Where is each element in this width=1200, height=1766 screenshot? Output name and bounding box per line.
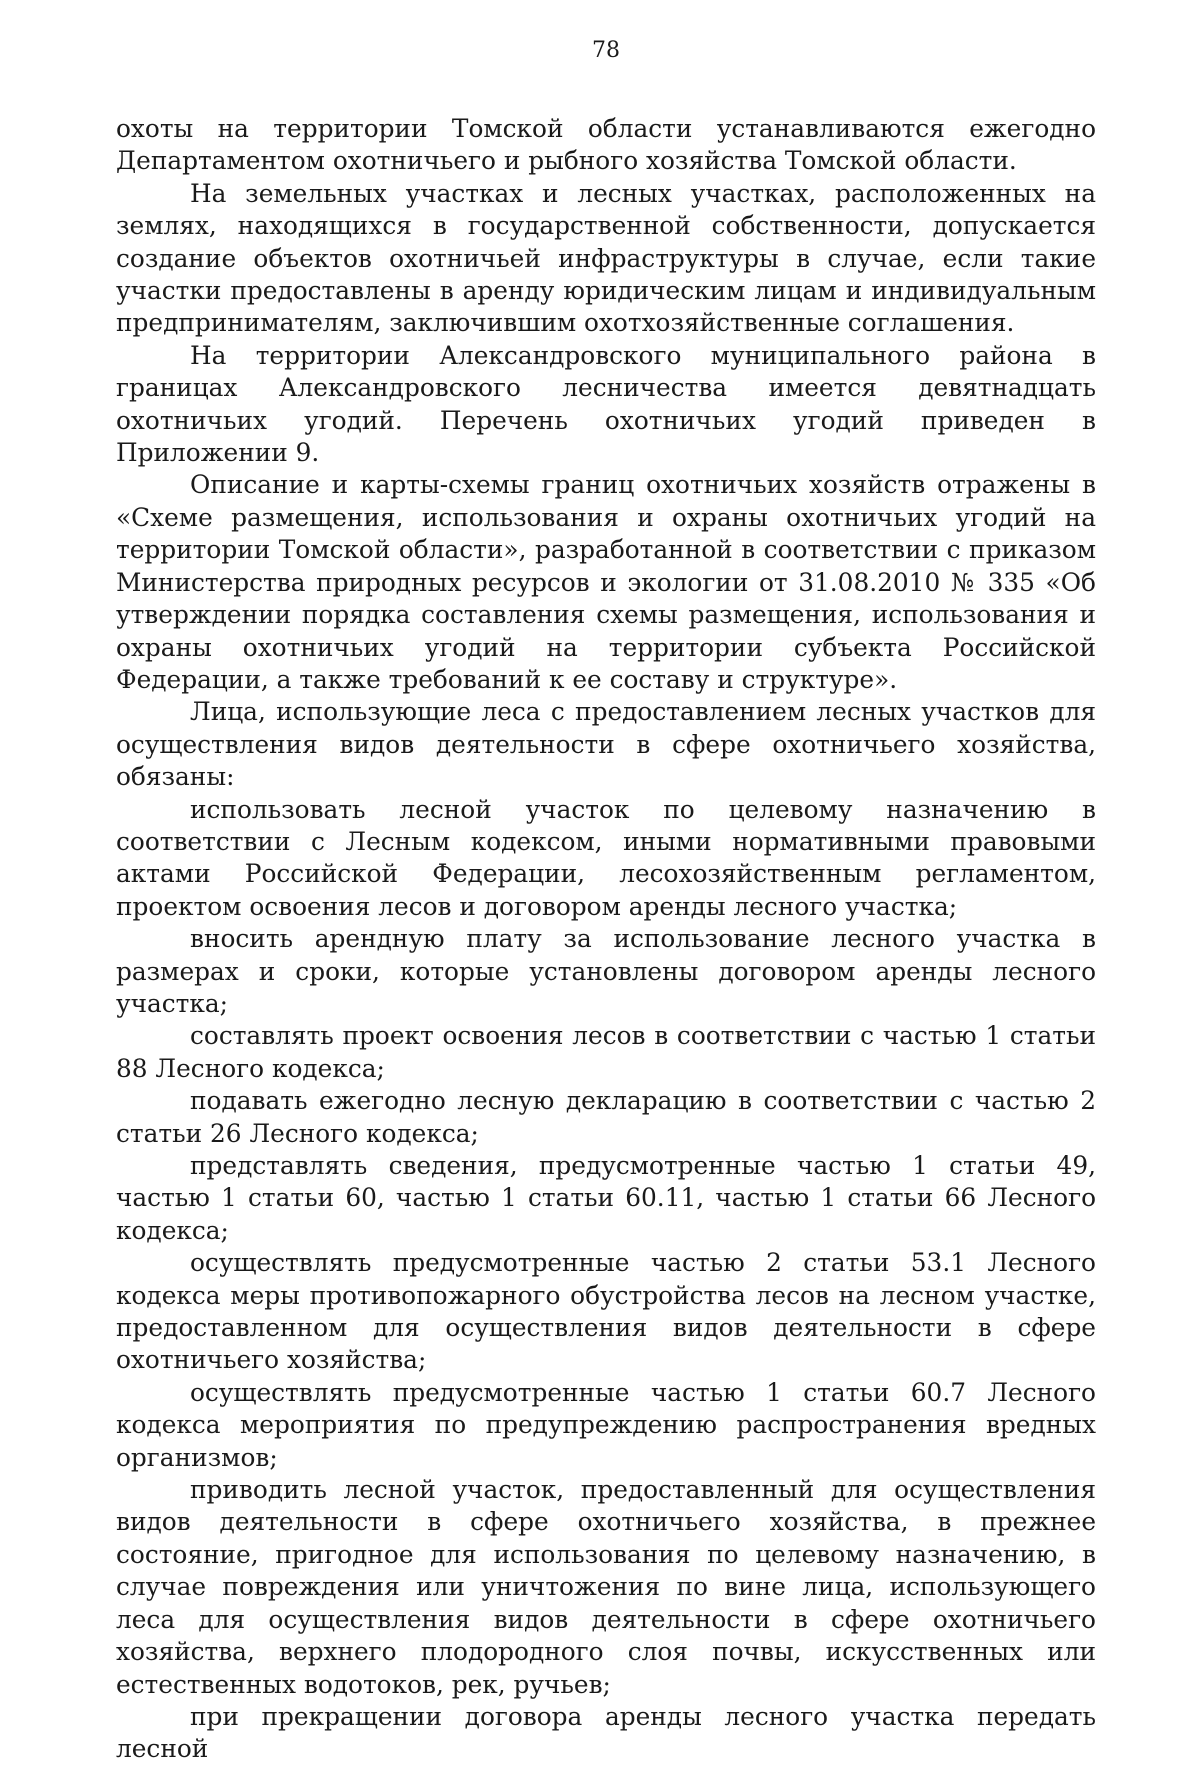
obligation-item: использовать лесной участок по целевому назначению в соответствии с Лесным кодексом, иными нормативными правовыми актами Российской Федерации, лесохозяйственным регламентом, проектом освоения лесов и договором аренды лесного участка; xyxy=(116,794,1096,921)
paragraph-infrastructure: На земельных участках и лесных участках, расположенных на землях, находящихся в государственной собственности, допускается создание объектов охотничьей инфраструктуры в случае, если такие участки предоставлены в аренду юридическим лицам и индивидуальным предпринимателям, заключившим охотхозяйственные соглашения. xyxy=(116,178,1096,338)
page-body xyxy=(116,113,1096,1766)
obligation-item: представлять сведения, предусмотренные частью 1 статьи 49, частью 1 статьи 60, частью 1 статьи 60.11, частью 1 статьи 66 Лесного кодекса; xyxy=(116,1151,1096,1245)
obligation-item-last: при прекращении договора аренды лесного участка передать лесной xyxy=(116,1701,1096,1764)
paragraph-hunting-grounds: На территории Александровского муниципального района в границах Александровского лесничества имеется девятнадцать охотничьих угодий. Перечень охотничьих угодий приведен в Приложении 9. xyxy=(116,340,1096,468)
obligation-item: подавать ежегодно лесную декларацию в соответствии с частью 2 статьи 26 Лесного кодекса; xyxy=(116,1086,1096,1148)
paragraph-scheme-description: Описание и карты-схемы границ охотничьих хозяйств отражены в «Схеме размещения, использования и охраны охотничьих угодий на территории Томской области», разработанной в соответствии с приказом Министерства природных ресурсов и экологии от 31.08.2010 № 335 «Об утверждении порядка составления схемы размещения, использования и охраны охотничьих угодий на территории субъекта Российской Федерации, а также требований к ее составу и структуре». xyxy=(116,470,1096,694)
obligation-item: приводить лесной участок, предоставленный для осуществления видов деятельности в сфере охотничьего хозяйства, в прежнее состояние, пригодное для использования по целевому назначению, в случае повреждения или уничтожения по вине лица, использующего леса для осуществления видов деятельности в сфере охотничьего хозяйства, верхнего плодородного слоя почвы, искусственных или естественных водотоков, рек, ручьев; xyxy=(116,1475,1096,1699)
paragraph-continuation: охоты на территории Томской области устанавливаются ежегодно Департаментом охотничьего и рыбного хозяйства Томской области. xyxy=(116,114,1096,176)
obligation-item: осуществлять предусмотренные частью 2 статьи 53.1 Лесного кодекса меры противопожарного обустройства лесов на лесном участке, предоставленном для осуществления видов деятельности в сфере охотничьего хозяйства; xyxy=(116,1248,1096,1375)
obligation-item: осуществлять предусмотренные частью 1 статьи 60.7 Лесного кодекса мероприятия по предупреждению распространения вредных организмов; xyxy=(116,1377,1096,1472)
page-number: 78 xyxy=(592,38,620,63)
obligation-item: вносить арендную плату за использование лесного участка в размерах и сроки, которые установлены договором аренды лесного участка; xyxy=(116,924,1096,1018)
paragraph-obligations-intro: Лица, использующие леса с предоставлением лесных участков для осуществления видов деятельности в сфере охотничьего хозяйства, обязаны: xyxy=(116,697,1096,792)
obligation-item: составлять проект освоения лесов в соответствии с частью 1 статьи 88 Лесного кодекса; xyxy=(116,1021,1096,1083)
